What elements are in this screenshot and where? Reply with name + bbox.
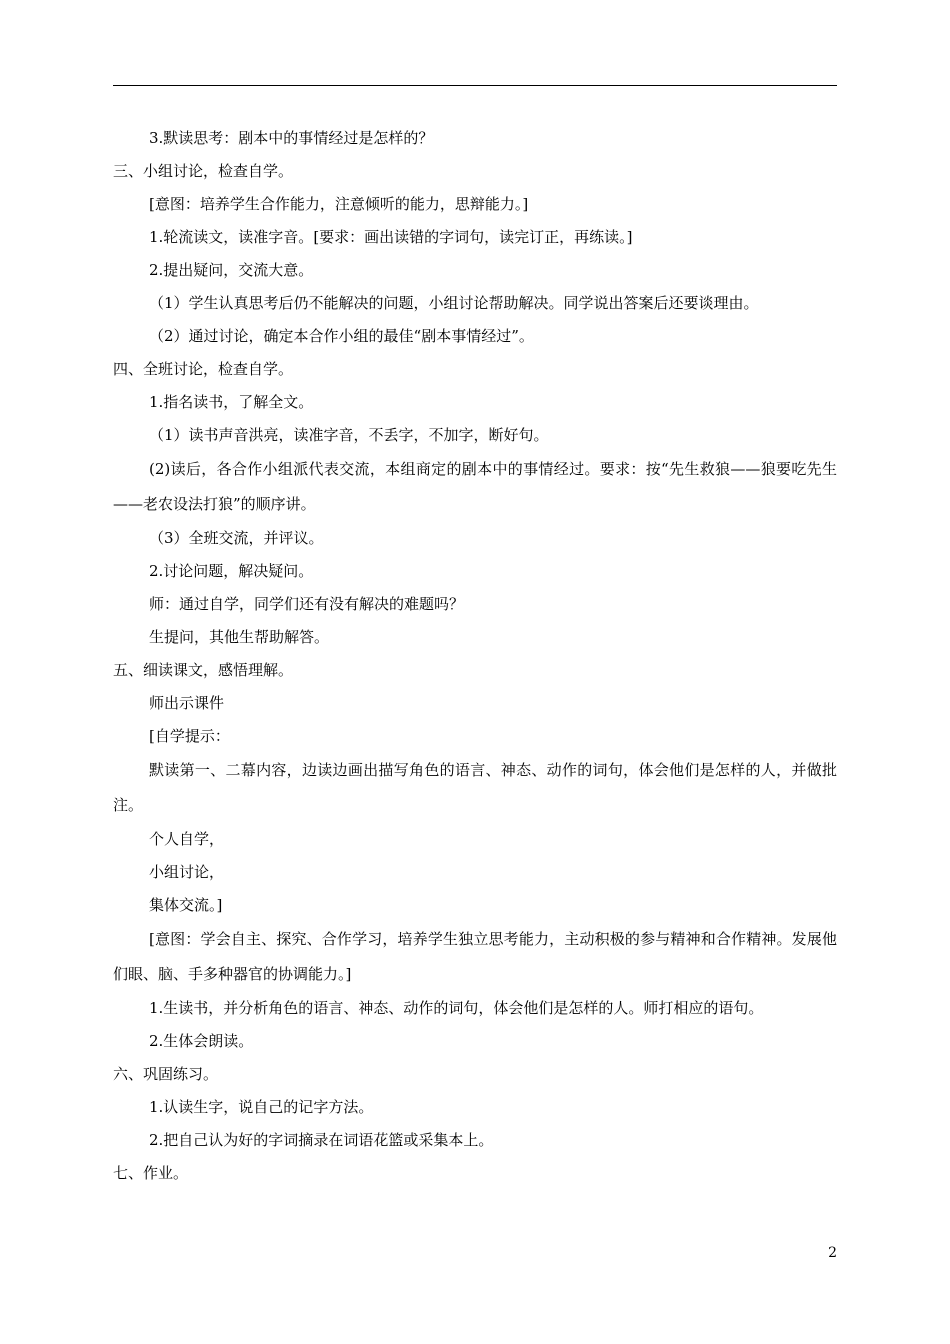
text-line: [意图：培养学生合作能力，注意倾听的能力，思辩能力。]	[149, 195, 529, 213]
text-line: （3）全班交流，并评议。	[149, 529, 324, 547]
text-paragraph: (2)读后，各合作小组派代表交流，本组商定的剧本中的事情经过。要求：按“先生救狼——狼要吃先生——老农设法打狼”的顺序讲。	[113, 460, 837, 513]
document-body	[113, 122, 837, 1190]
text-line: 1.指名读书，了解全文。	[149, 393, 314, 411]
section-heading: 四、全班讨论，检查自学。	[113, 360, 294, 378]
text-line: 3.默读思考：剧本中的事情经过是怎样的？	[149, 129, 434, 147]
text-line: 2.讨论问题，解决疑问。	[149, 562, 314, 580]
text-paragraph: 默读第一、二幕内容，边读边画出描写角色的语言、神态、动作的词句，体会他们是怎样的人，并做批注。	[113, 761, 837, 814]
text-line: 2.把自己认为好的字词摘录在词语花篮或采集本上。	[149, 1131, 494, 1149]
page-number: 2	[828, 1245, 837, 1261]
section-heading: 三、小组讨论，检查自学。	[113, 162, 294, 180]
header-rule	[113, 85, 837, 86]
text-paragraph: [意图：学会自主、探究、合作学习，培养学生独立思考能力，主动积极的参与精神和合作精神。发展他们眼、脑、手多种器官的协调能力。]	[113, 930, 837, 983]
text-line: 小组讨论，	[149, 863, 225, 881]
text-line: 1.生读书，并分析角色的语言、神态、动作的词句，体会他们是怎样的人。师打相应的语句。	[149, 999, 764, 1017]
text-line: 个人自学，	[149, 830, 225, 848]
text-line: （2）通过讨论，确定本合作小组的最佳“剧本事情经过”。	[149, 327, 534, 345]
section-heading: 七、作业。	[113, 1164, 189, 1182]
text-line: 集体交流。]	[149, 896, 223, 914]
text-line: 1.认读生字，说自己的记字方法。	[149, 1098, 374, 1116]
text-line: 2.提出疑问，交流大意。	[149, 261, 314, 279]
text-line: 师出示课件	[149, 694, 225, 712]
text-line: 师：通过自学，同学们还有没有解决的难题吗？	[149, 595, 465, 613]
section-heading: 六、巩固练习。	[113, 1065, 219, 1083]
text-line: 1.轮流读文，读准字音。[要求：画出读错的字词句，读完订正，再练读。]	[149, 228, 633, 246]
text-line: 2.生体会朗读。	[149, 1032, 254, 1050]
text-line: （1）读书声音洪亮，读准字音，不丢字，不加字，断好句。	[149, 426, 549, 444]
section-heading: 五、细读课文，感悟理解。	[113, 661, 294, 679]
text-line: （1）学生认真思考后仍不能解决的问题，小组讨论帮助解决。同学说出答案后还要谈理由。	[149, 294, 759, 312]
text-line: [自学提示：	[149, 727, 230, 745]
text-line: 生提问，其他生帮助解答。	[149, 628, 330, 646]
